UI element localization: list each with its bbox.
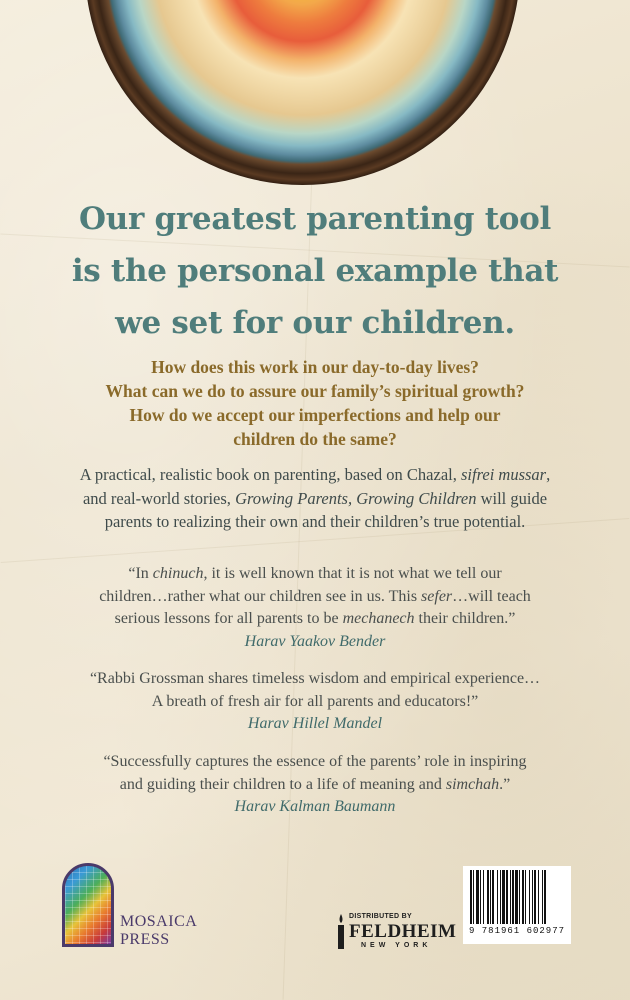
quote-text: “In [128, 565, 153, 582]
headline-line: we set for our children. [115, 305, 515, 341]
quote-text: and guiding their children to a life of meaning and [119, 775, 446, 793]
barcode-bar [542, 870, 543, 924]
questions [0, 355, 630, 451]
tree-ring-illustration [85, 0, 520, 185]
blurb-text: will guide [476, 488, 548, 508]
quote-attribution: Harav Yaakov Bender [244, 632, 386, 650]
barcode-bar [483, 870, 484, 924]
quote-attribution: Harav Hillel Mandel [247, 715, 383, 732]
mosaica-logo-icon [62, 863, 114, 947]
quote-italic: chinuch [152, 565, 204, 582]
barcode-bar [470, 870, 472, 924]
endorsement-quote [0, 751, 630, 819]
barcode-bar [525, 870, 526, 924]
barcode-bar [492, 870, 494, 924]
book-blurb [0, 463, 630, 534]
blurb-text: A practical, realistic book on parenting, based on Chazal, [79, 465, 461, 484]
barcode-bar [476, 870, 479, 924]
blurb-italic: sifrei mussar [460, 465, 547, 484]
barcode-bar [502, 870, 505, 924]
quote-line [0, 774, 630, 797]
quote-italic: mechanech [342, 610, 415, 627]
barcode-bar [534, 870, 536, 924]
quote-line: A breath of fresh air for all parents and educators!” [151, 692, 479, 710]
headline [0, 193, 630, 349]
isbn-barcode [463, 866, 571, 944]
quote-line [0, 586, 630, 609]
barcode-bar [473, 870, 474, 924]
quote-italic: simchah [445, 775, 500, 793]
quote-text: their children.” [414, 610, 516, 627]
distributor-logo [335, 913, 457, 953]
barcode-bar [522, 870, 524, 924]
quote-line [0, 608, 630, 631]
mosaic-pattern [65, 866, 111, 944]
quote-line: “Successfully captures the essence of the parents’ role in inspiring [103, 753, 527, 770]
question-line: children do the same? [233, 429, 397, 449]
barcode-bar [515, 870, 518, 924]
quote-italic: sefer [421, 587, 453, 605]
barcode-bar [500, 870, 501, 924]
isbn-number: 9 781961 602977 [468, 926, 565, 936]
barcode-bar [497, 870, 498, 924]
barcode-bar [544, 870, 546, 924]
blurb-text: , [546, 465, 551, 484]
blurb-line: parents to realizing their own and their children’s true potential. [104, 512, 526, 531]
question-line: How does this work in our day-to-day lives? [151, 357, 479, 377]
barcode-bar [487, 870, 489, 924]
quote-text: …will teach [452, 587, 531, 605]
quote-line: “Rabbi Grossman shares timeless wisdom and empirical experience… [89, 670, 541, 687]
publisher-line: MOSAICA [120, 913, 198, 930]
quote-line [0, 563, 630, 586]
question-line: What can we do to assure our family’s spiritual growth? [105, 381, 525, 401]
blurb-line [0, 463, 630, 487]
quote-attribution: Harav Kalman Baumann [234, 798, 396, 815]
barcode-bar [490, 870, 491, 924]
distributor-city: NEW YORK [361, 942, 432, 949]
blurb-text: and real-world stories, [82, 488, 236, 508]
distributor-name: FELDHEIM [349, 921, 457, 942]
blurb-line [0, 487, 630, 511]
quote-text: , it is well known that it is not what we tell our [203, 565, 502, 582]
barcode-bar [538, 870, 539, 924]
publisher-line: PRESS [120, 931, 170, 948]
headline-line: is the personal example that [71, 253, 559, 289]
barcode-bar [529, 870, 530, 924]
headline-line: Our greatest parenting tool [79, 201, 551, 237]
barcode-bar [512, 870, 514, 924]
distributed-by-label: DISTRIBUTED BY [349, 913, 412, 920]
candle-icon [335, 913, 347, 951]
endorsement-quote [0, 563, 630, 653]
quote-text: serious lessons for all parents to be [114, 610, 343, 627]
publisher-name [120, 913, 197, 949]
quote-text: children…rather what our children see in us. This [99, 587, 422, 605]
barcode-bar [519, 870, 520, 924]
quote-text: .” [499, 775, 511, 793]
endorsement-quote [0, 668, 630, 736]
blurb-italic: Growing Parents, Growing Children [235, 488, 477, 508]
barcode-bar [510, 870, 511, 924]
barcode-bar [506, 870, 508, 924]
question-line: How do we accept our imperfections and help our [129, 405, 501, 425]
barcode-bar [532, 870, 533, 924]
barcode-bar [480, 870, 481, 924]
barcode-icon [468, 870, 566, 924]
